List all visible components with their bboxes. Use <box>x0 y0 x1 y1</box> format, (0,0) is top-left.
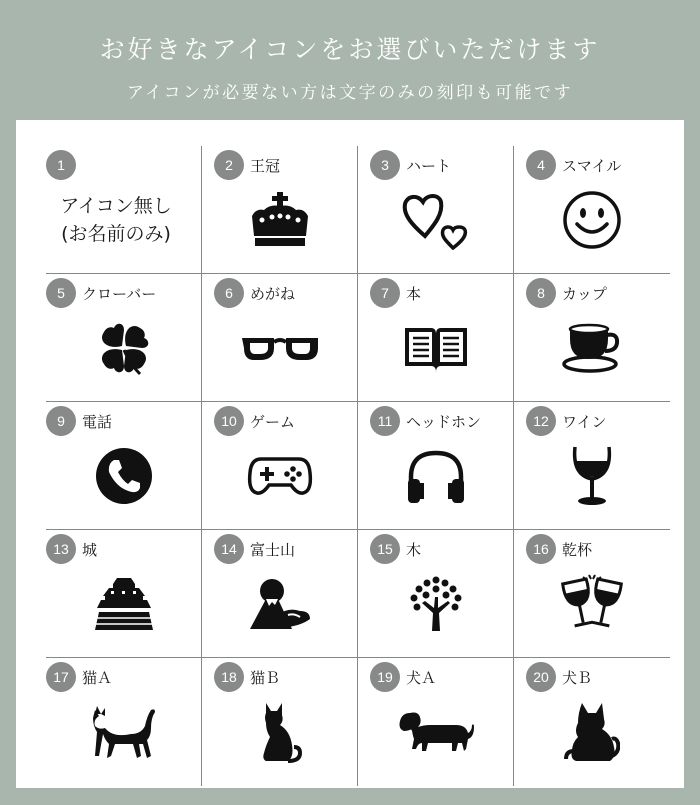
option-number-badge: 20 <box>526 662 556 692</box>
phone-icon <box>95 447 153 505</box>
option-label: 城 <box>82 541 98 559</box>
option-label: 猫Ｂ <box>250 669 281 687</box>
option-label: 富士山 <box>250 541 296 559</box>
option-3-heart[interactable] <box>358 146 514 274</box>
option-label: カップ <box>562 285 607 303</box>
option-label: 電話 <box>82 413 113 431</box>
option-6-glasses[interactable] <box>202 274 358 402</box>
option-10-game[interactable] <box>202 402 358 530</box>
option-number-badge: 3 <box>370 150 400 180</box>
option-18-cat-b[interactable] <box>202 658 358 786</box>
option-5-clover[interactable] <box>46 274 202 402</box>
option-label: 王冠 <box>250 157 281 175</box>
crown-icon <box>250 192 310 248</box>
option-label: 猫Ａ <box>82 669 113 687</box>
option-17-cat-a[interactable] <box>46 658 202 786</box>
option-label: ワイン <box>562 413 607 431</box>
option-16-cheers[interactable] <box>514 530 670 658</box>
option-number-badge: 8 <box>526 278 556 308</box>
option-14-mount-fuji[interactable] <box>202 530 358 658</box>
option-label: 木 <box>406 541 422 559</box>
option-15-tree[interactable] <box>358 530 514 658</box>
wine-glass-icon <box>570 445 614 507</box>
headphones-icon <box>405 447 467 505</box>
option-2-crown[interactable] <box>202 146 358 274</box>
cat-b-icon <box>258 701 302 763</box>
dog-a-icon <box>398 709 474 755</box>
option-number-badge: 11 <box>370 406 400 436</box>
no-icon-text <box>46 192 186 248</box>
option-label: ゲーム <box>250 413 296 431</box>
option-label: 犬Ａ <box>406 669 437 687</box>
option-label: 本 <box>406 285 422 303</box>
cat-a-icon <box>91 704 157 760</box>
option-number-badge: 14 <box>214 534 244 564</box>
option-19-dog-a[interactable] <box>358 658 514 786</box>
option-number-badge: 13 <box>46 534 76 564</box>
option-number-badge: 9 <box>46 406 76 436</box>
option-number-badge: 7 <box>370 278 400 308</box>
cheers-icon <box>561 573 623 635</box>
dog-b-icon <box>564 701 620 763</box>
hearts-icon <box>401 190 471 250</box>
option-label: 乾杯 <box>562 541 593 559</box>
castle-icon <box>95 576 153 632</box>
clover-icon <box>96 320 152 376</box>
option-number-badge: 16 <box>526 534 556 564</box>
option-number-badge: 17 <box>46 662 76 692</box>
icon-options-grid <box>46 146 670 786</box>
option-number-badge: 12 <box>526 406 556 436</box>
option-number-badge: 2 <box>214 150 244 180</box>
cup-icon <box>562 323 622 373</box>
glasses-icon <box>240 332 320 364</box>
option-label: スマイル <box>562 157 622 175</box>
book-icon <box>403 322 469 374</box>
option-number-badge: 18 <box>214 662 244 692</box>
option-label: めがね <box>250 285 296 303</box>
option-number-badge: 1 <box>46 150 76 180</box>
option-8-cup[interactable] <box>514 274 670 402</box>
option-9-phone[interactable] <box>46 402 202 530</box>
icon-options-panel <box>16 120 684 788</box>
option-11-headphones[interactable] <box>358 402 514 530</box>
option-number-badge: 19 <box>370 662 400 692</box>
option-1-no-icon[interactable] <box>46 146 202 274</box>
option-label: ハート <box>406 157 452 175</box>
page-subtitle: アイコンが必要ない方は文字のみの刻印も可能です <box>126 83 574 103</box>
page-title: お好きなアイコンをお選びいただけます <box>99 35 601 64</box>
option-4-smile[interactable] <box>514 146 670 274</box>
no-icon-line-1: アイコン無し <box>60 195 172 217</box>
option-number-badge: 4 <box>526 150 556 180</box>
smiley-icon <box>562 190 622 250</box>
gamepad-icon <box>247 455 313 497</box>
option-label: クローバー <box>82 285 157 303</box>
option-number-badge: 10 <box>214 406 244 436</box>
option-13-castle[interactable] <box>46 530 202 658</box>
option-7-book[interactable] <box>358 274 514 402</box>
no-icon-line-2: (お名前のみ) <box>61 223 171 245</box>
option-20-dog-b[interactable] <box>514 658 670 786</box>
option-number-badge: 6 <box>214 278 244 308</box>
option-label: 犬Ｂ <box>562 669 593 687</box>
option-number-badge: 5 <box>46 278 76 308</box>
option-12-wine[interactable] <box>514 402 670 530</box>
tree-icon <box>408 575 464 633</box>
option-label: ヘッドホン <box>406 413 482 431</box>
mount-fuji-icon <box>248 577 312 631</box>
option-number-badge: 15 <box>370 534 400 564</box>
